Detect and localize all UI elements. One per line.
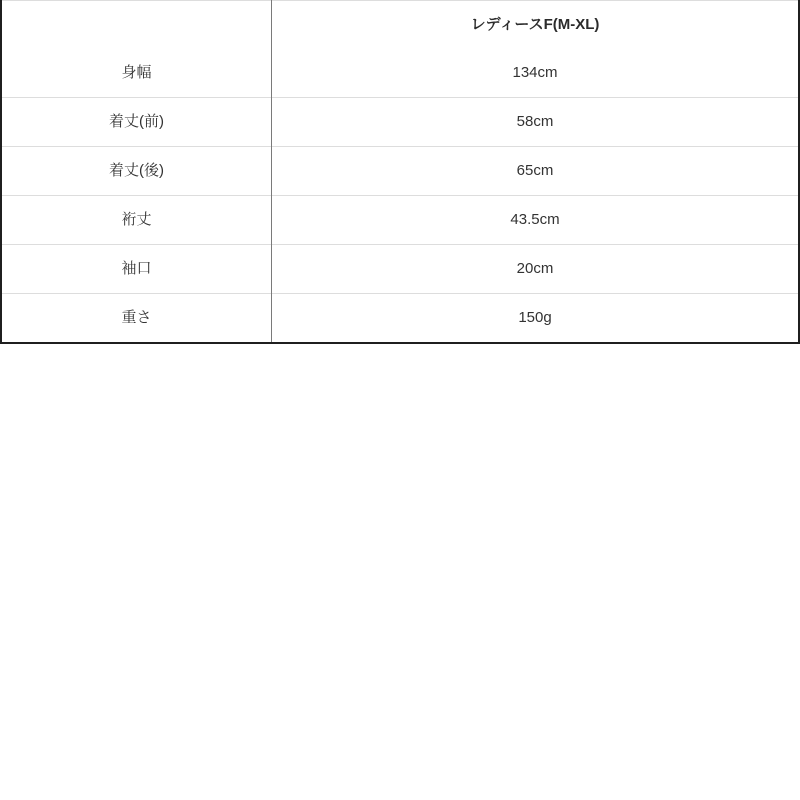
measurement-value-cell: 134cm: [272, 49, 800, 98]
size-table-header: [1, 1, 799, 50]
size-table-header-size-cell: レディースF(M-XL): [272, 1, 800, 50]
measurement-value-cell: 65cm: [272, 147, 800, 196]
size-table-header-empty-cell: [1, 1, 272, 50]
size-table-row: [1, 49, 799, 98]
size-table-row: [1, 147, 799, 196]
size-table-body: [1, 49, 799, 343]
measurement-value-cell: 58cm: [272, 98, 800, 147]
measurement-label-cell: 着丈(前): [1, 98, 272, 147]
measurement-label-cell: 袖口: [1, 245, 272, 294]
measurement-label-cell: 着丈(後): [1, 147, 272, 196]
size-table-row: [1, 196, 799, 245]
measurement-label-cell: 裄丈: [1, 196, 272, 245]
size-table-row: [1, 98, 799, 147]
size-spec-table: [0, 0, 800, 344]
size-table-row: [1, 245, 799, 294]
measurement-label-cell: 身幅: [1, 49, 272, 98]
measurement-value-cell: 150g: [272, 294, 800, 344]
measurement-value-cell: 20cm: [272, 245, 800, 294]
size-table-row: [1, 294, 799, 344]
size-table-header-row: [1, 1, 799, 50]
measurement-label-cell: 重さ: [1, 294, 272, 344]
measurement-value-cell: 43.5cm: [272, 196, 800, 245]
